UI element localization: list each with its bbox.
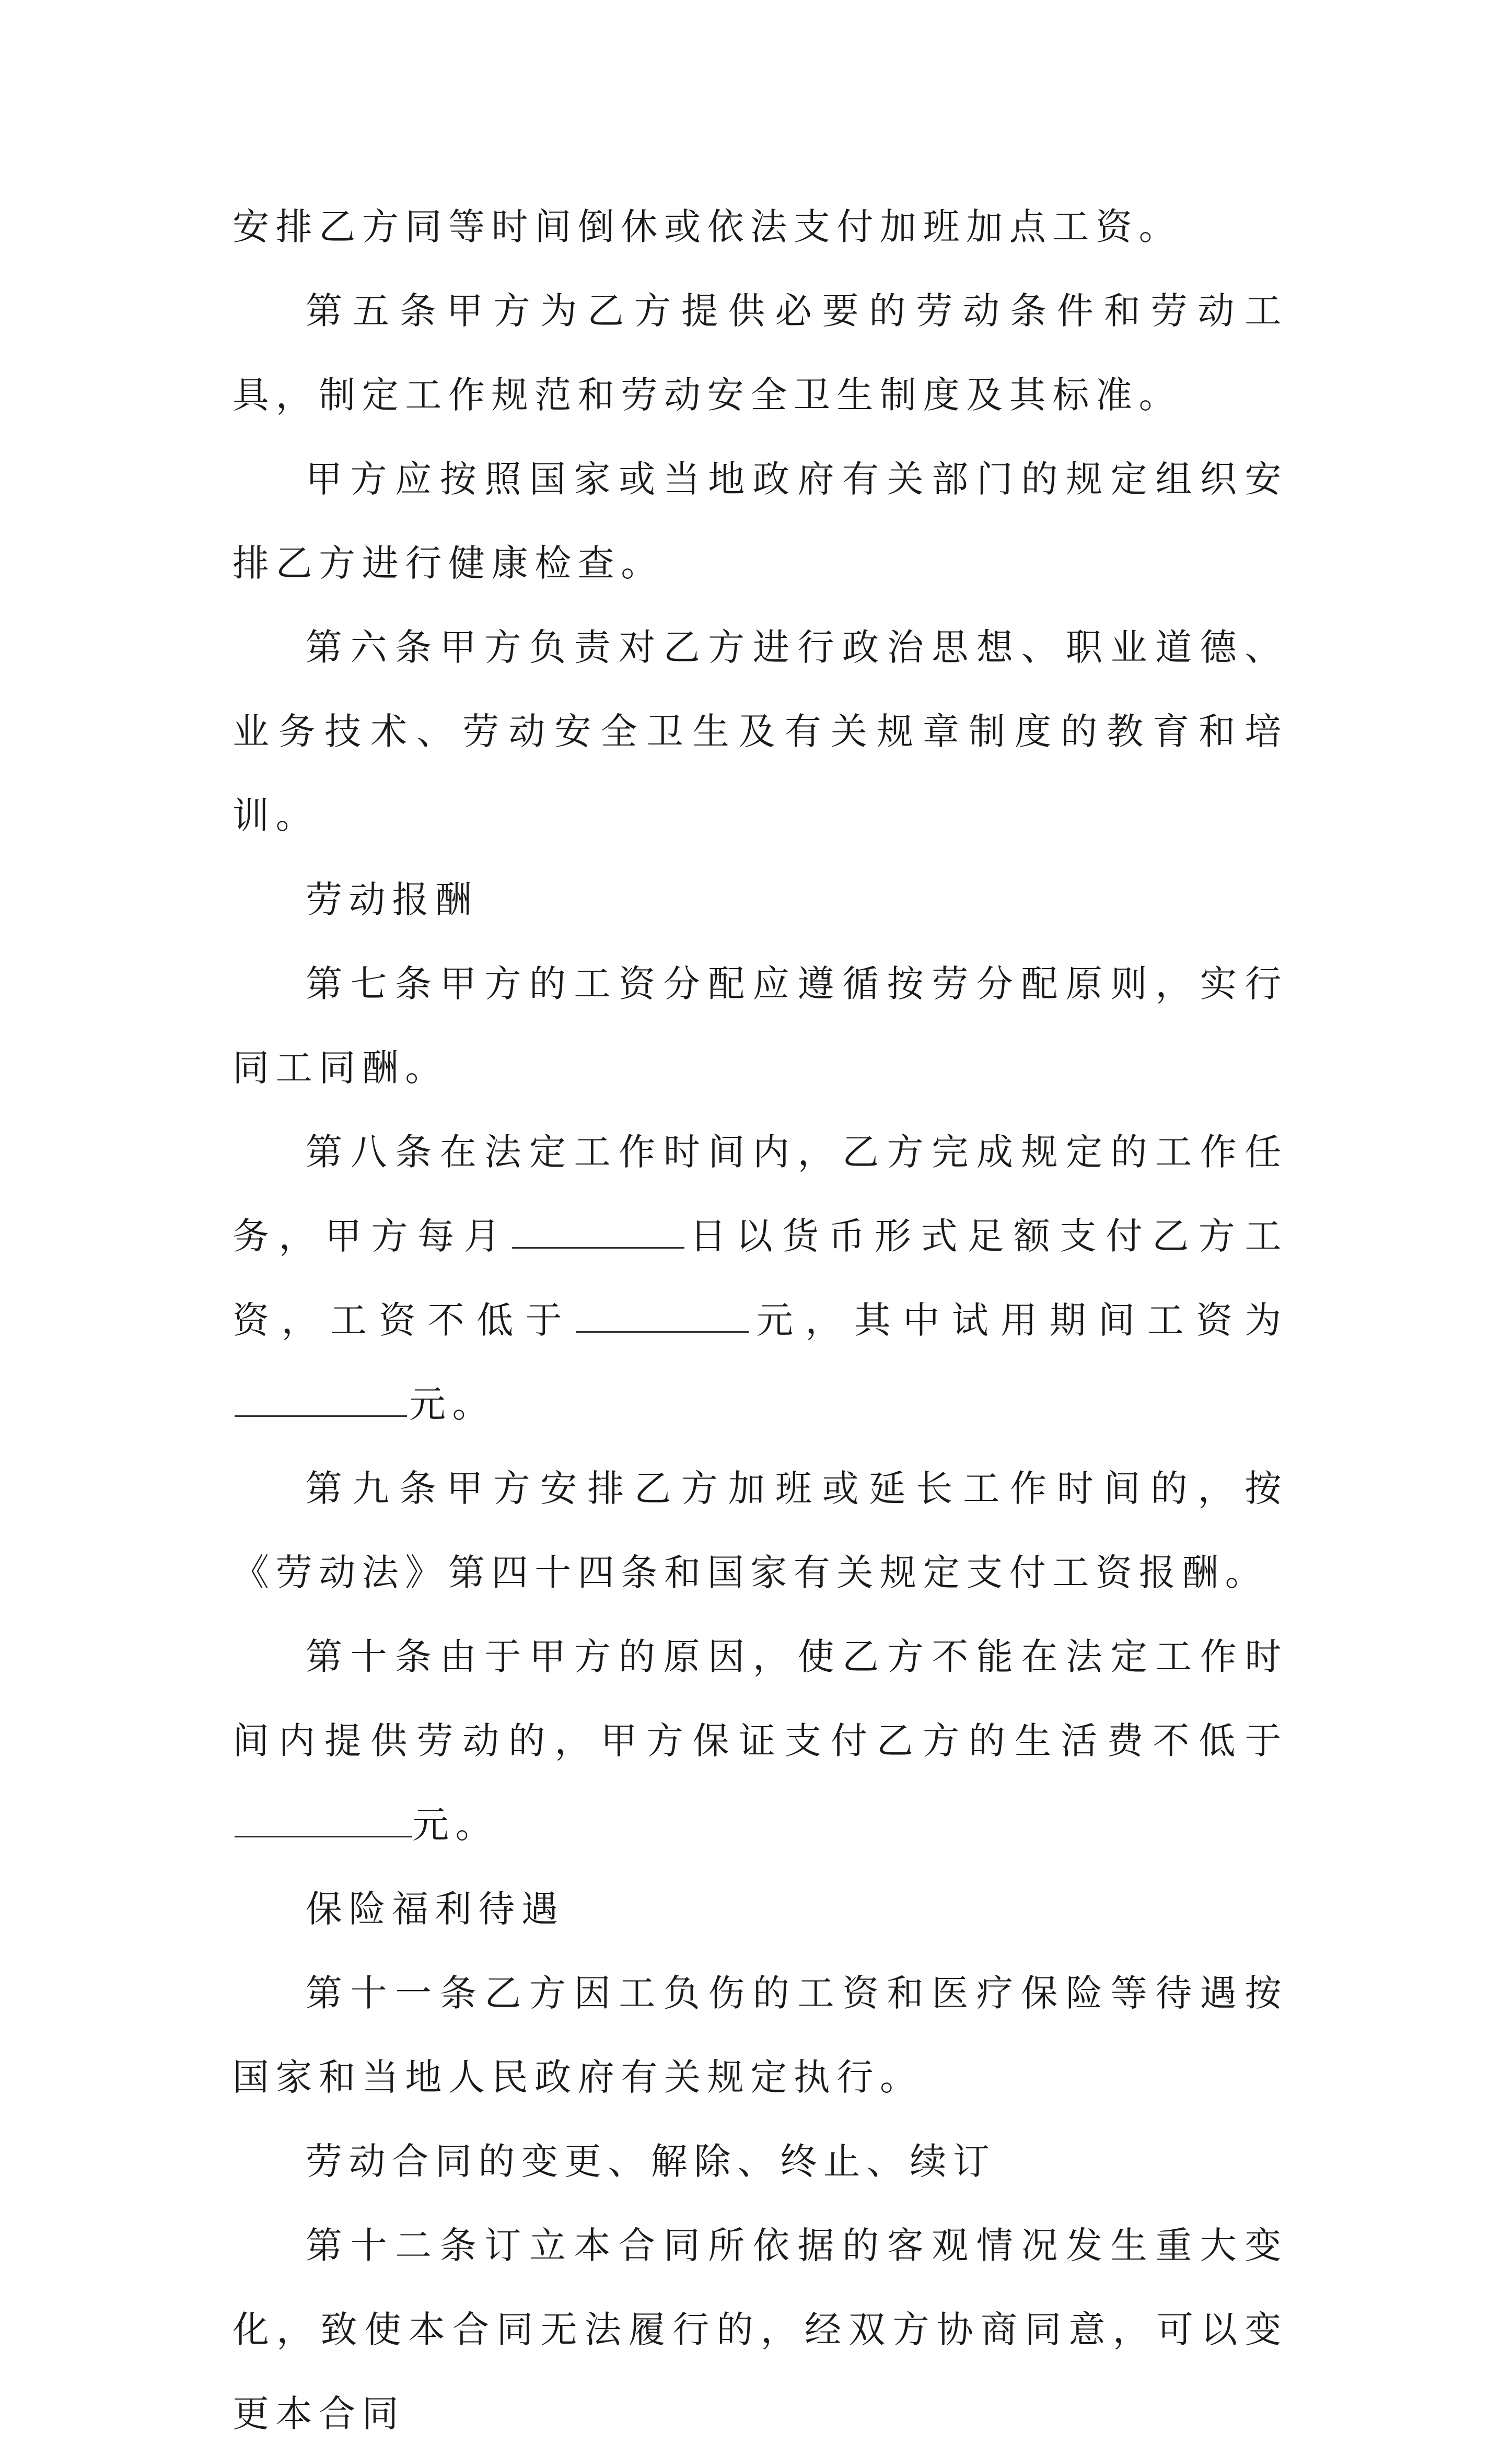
fill-blank-pay-day	[512, 1247, 684, 1249]
paragraph: 第五条甲方为乙方提供必要的劳动条件和劳动工具，制定工作规范和劳动安全卫生制度及其标准。	[232, 289, 1288, 416]
paragraph: 第十二条订立本合同所依据的客观情况发生重大变化，致使本合同无法履行的，经双方协商同意，可以变更本合同	[232, 2224, 1288, 2435]
article-8-text-1: 第八条在法定工作时间内，乙方完成规定的工作任务，甲方每月	[232, 1131, 1288, 1258]
article-8-text-4: 元。	[409, 1383, 496, 1426]
article-8-text-3: 元，其中试用期间工资为	[751, 1299, 1288, 1342]
paragraph: 第六条甲方负责对乙方进行政治思想、职业道德、业务技术、劳动安全卫生及有关规章制度的教育和培训。	[232, 626, 1288, 837]
document-body	[232, 185, 1288, 2456]
paragraph: 甲方应按照国家或当地政府有关部门的规定组织安排乙方进行健康检查。	[232, 458, 1288, 585]
article-8-text-2: 日以货币形式足额支付乙方工资，工资不低于	[232, 1215, 1288, 1342]
article-10-text-2: 元。	[412, 1803, 499, 1846]
paragraph: 安排乙方同等时间倒休或依法支付加班加点工资。	[232, 205, 1182, 248]
section-heading: 保险福利待遇	[306, 1888, 565, 1930]
paragraph: 第十一条乙方因工负伤的工资和医疗保险等待遇按国家和当地人民政府有关规定执行。	[232, 1972, 1288, 2099]
section-heading: 劳动合同的变更、解除、终止、续订	[306, 2140, 996, 2183]
paragraph: 第九条甲方安排乙方加班或延长工作时间的，按《劳动法》第四十四条和国家有关规定支付工资报酬。	[232, 1467, 1288, 1594]
fill-blank-min-wage	[576, 1331, 749, 1333]
section-heading: 劳动报酬	[306, 878, 479, 921]
article-10-paragraph	[232, 1615, 1288, 1867]
paragraph: 第七条甲方的工资分配应遵循按劳分配原则，实行同工同酬。	[232, 962, 1288, 1089]
fill-blank-living-allowance	[235, 1835, 412, 1837]
article-10-text-1: 第十条由于甲方的原因，使乙方不能在法定工作时间内提供劳动的，甲方保证支付乙方的生活费不低于	[232, 1635, 1288, 1762]
fill-blank-probation-wage	[235, 1415, 407, 1417]
article-8-paragraph	[232, 1110, 1288, 1447]
